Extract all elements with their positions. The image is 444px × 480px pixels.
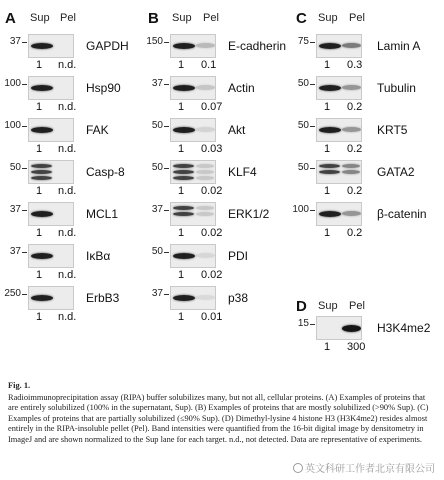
marker-tick bbox=[22, 210, 27, 211]
protein-label: ERK1/2 bbox=[228, 207, 270, 221]
blot-casp-8 bbox=[28, 160, 74, 184]
sup-value: 1 bbox=[324, 227, 331, 239]
sup-value: 1 bbox=[178, 185, 185, 197]
marker-tick bbox=[164, 126, 169, 127]
pel-band bbox=[196, 295, 215, 300]
caption-title: Fig. 1. bbox=[8, 381, 31, 390]
marker-tick bbox=[164, 210, 169, 211]
sup-band bbox=[31, 295, 53, 301]
pel-value: n.d. bbox=[58, 227, 77, 239]
sup-value: 1 bbox=[36, 311, 43, 323]
protein-label: MCL1 bbox=[86, 207, 119, 221]
sup-band bbox=[173, 127, 195, 133]
pel-band bbox=[196, 85, 215, 90]
lane-header-sup: Sup bbox=[318, 300, 338, 312]
lane-header-sup: Sup bbox=[172, 12, 192, 24]
panel-letter-a: A bbox=[5, 10, 16, 27]
sup-value: 1 bbox=[36, 227, 43, 239]
pel-band bbox=[196, 127, 215, 132]
marker-tick bbox=[164, 84, 169, 85]
pel-value: n.d. bbox=[58, 101, 77, 113]
lane-header-pel: Pel bbox=[349, 300, 365, 312]
sup-value: 1 bbox=[36, 101, 43, 113]
blot-p38 bbox=[170, 286, 216, 310]
lane-header-pel: Pel bbox=[349, 12, 365, 24]
sup-band bbox=[31, 164, 52, 168]
marker-weight: 50 bbox=[151, 162, 163, 173]
pel-value: n.d. bbox=[58, 143, 77, 155]
protein-label: Casp-8 bbox=[86, 165, 125, 179]
sup-band bbox=[173, 43, 195, 49]
protein-label: E-cadherin bbox=[228, 39, 287, 53]
marker-weight: 100 bbox=[292, 204, 309, 215]
marker-weight: 100 bbox=[4, 120, 21, 131]
marker-tick bbox=[22, 84, 27, 85]
marker-tick bbox=[310, 42, 315, 43]
panel-letter-b: B bbox=[148, 10, 159, 27]
marker-tick bbox=[22, 294, 27, 295]
protein-label: β-catenin bbox=[377, 207, 427, 221]
lane-header-sup: Sup bbox=[30, 12, 50, 24]
pel-band bbox=[196, 176, 214, 180]
sup-band bbox=[31, 176, 52, 180]
pel-band bbox=[342, 211, 361, 216]
marker-tick bbox=[310, 324, 315, 325]
sup-value: 1 bbox=[178, 311, 185, 323]
sup-band bbox=[173, 164, 194, 168]
blot-krt5 bbox=[316, 118, 362, 142]
sup-band bbox=[31, 43, 53, 49]
protein-label: KRT5 bbox=[377, 123, 408, 137]
sup-band bbox=[31, 253, 53, 259]
sup-value: 1 bbox=[324, 185, 331, 197]
pel-value: 0.07 bbox=[201, 101, 223, 113]
blot-fak bbox=[28, 118, 74, 142]
sup-value: 1 bbox=[36, 269, 43, 281]
marker-weight: 37 bbox=[9, 204, 21, 215]
marker-weight: 37 bbox=[9, 246, 21, 257]
marker-tick bbox=[22, 126, 27, 127]
figure-caption bbox=[8, 381, 436, 446]
marker-weight: 15 bbox=[297, 318, 309, 329]
lane-header-pel: Pel bbox=[60, 12, 76, 24]
pel-value: n.d. bbox=[58, 269, 77, 281]
pel-band bbox=[196, 206, 214, 210]
marker-tick bbox=[310, 126, 315, 127]
protein-label: H3K4me2 bbox=[377, 321, 431, 335]
pel-band bbox=[342, 127, 361, 132]
blot-gata2 bbox=[316, 160, 362, 184]
protein-label: GATA2 bbox=[377, 165, 415, 179]
marker-weight: 100 bbox=[4, 78, 21, 89]
marker-weight: 37 bbox=[151, 204, 163, 215]
pel-value: 300 bbox=[347, 341, 366, 353]
protein-label: Hsp90 bbox=[86, 81, 121, 95]
sup-band bbox=[319, 211, 341, 217]
sup-band bbox=[173, 176, 194, 180]
caption-text: Radioimmunoprecipitation assay (RIPA) buffer solubilizes many, but not all, cellular proteins. (A) Examples of proteins that are entirely solubilized (100% in the supernatant, Sup). (B) Examples of proteins that are mostly solubilized (>90% Sup). (C) Examples of proteins that are partially solubilized (≤90% Sup). (D) Dimethyl-lysine 4 histone H3 (H3K4me2) resides almost entirely in the RIPA-insoluble pellet (Pel). Band intensities were quantified from the 16-bit digital image by densitometry in ImageJ and are shown normalized to the Sup lane for each target. n.d., not detected. Data are representative of experiments. bbox=[8, 392, 429, 444]
sup-value: 1 bbox=[324, 143, 331, 155]
pel-band bbox=[342, 43, 361, 48]
sup-band bbox=[319, 164, 340, 168]
sup-value: 1 bbox=[178, 59, 185, 71]
marker-tick bbox=[310, 210, 315, 211]
blot--catenin bbox=[316, 202, 362, 226]
sup-value: 1 bbox=[36, 59, 43, 71]
blot-tubulin bbox=[316, 76, 362, 100]
pel-band bbox=[342, 325, 361, 332]
lane-header-sup: Sup bbox=[318, 12, 338, 24]
blot-e-cadherin bbox=[170, 34, 216, 58]
sup-band bbox=[31, 127, 53, 133]
protein-label: KLF4 bbox=[228, 165, 257, 179]
pel-value: n.d. bbox=[58, 311, 77, 323]
protein-label: FAK bbox=[86, 123, 109, 137]
sup-value: 1 bbox=[178, 227, 185, 239]
pel-band bbox=[196, 170, 214, 174]
marker-weight: 50 bbox=[297, 120, 309, 131]
wechat-icon bbox=[293, 463, 303, 473]
marker-weight: 50 bbox=[151, 120, 163, 131]
blot-hsp90 bbox=[28, 76, 74, 100]
pel-band bbox=[342, 164, 360, 168]
pel-value: 0.02 bbox=[201, 185, 223, 197]
blot-erbb3 bbox=[28, 286, 74, 310]
marker-weight: 75 bbox=[297, 36, 309, 47]
sup-value: 1 bbox=[36, 185, 43, 197]
blot-gapdh bbox=[28, 34, 74, 58]
pel-value: 0.3 bbox=[347, 59, 363, 71]
pel-value: 0.02 bbox=[201, 227, 223, 239]
sup-band bbox=[31, 211, 53, 217]
marker-weight: 150 bbox=[146, 36, 163, 47]
protein-label: Lamin A bbox=[377, 39, 421, 53]
panel-letter-d: D bbox=[296, 298, 307, 315]
lane-header-pel: Pel bbox=[203, 12, 219, 24]
protein-label: p38 bbox=[228, 291, 249, 305]
blot-h3k4me2 bbox=[316, 316, 362, 340]
blot-erk1-2 bbox=[170, 202, 216, 226]
blot-i-b- bbox=[28, 244, 74, 268]
pel-value: 0.2 bbox=[347, 101, 363, 113]
blot-mcl1 bbox=[28, 202, 74, 226]
sup-value: 1 bbox=[178, 101, 185, 113]
sup-band bbox=[173, 206, 194, 210]
marker-weight: 50 bbox=[297, 78, 309, 89]
marker-weight: 50 bbox=[9, 162, 21, 173]
sup-band bbox=[319, 43, 341, 49]
marker-tick bbox=[310, 84, 315, 85]
marker-tick bbox=[22, 42, 27, 43]
blot-actin bbox=[170, 76, 216, 100]
pel-band bbox=[196, 164, 214, 168]
sup-band bbox=[173, 212, 194, 216]
sup-band bbox=[31, 85, 53, 91]
pel-value: 0.2 bbox=[347, 143, 363, 155]
marker-tick bbox=[164, 168, 169, 169]
blot-klf4 bbox=[170, 160, 216, 184]
pel-band bbox=[342, 85, 361, 90]
marker-tick bbox=[164, 252, 169, 253]
marker-weight: 37 bbox=[151, 288, 163, 299]
sup-value: 1 bbox=[324, 101, 331, 113]
pel-value: 0.03 bbox=[201, 143, 223, 155]
pel-band bbox=[342, 170, 360, 174]
pel-value: 0.2 bbox=[347, 185, 363, 197]
pel-band bbox=[196, 43, 215, 48]
sup-band bbox=[173, 170, 194, 174]
pel-value: 0.02 bbox=[201, 269, 223, 281]
marker-weight: 50 bbox=[151, 246, 163, 257]
marker-tick bbox=[22, 168, 27, 169]
marker-tick bbox=[22, 252, 27, 253]
protein-label: Actin bbox=[228, 81, 255, 95]
sup-band bbox=[31, 170, 52, 174]
sup-band bbox=[319, 85, 341, 91]
sup-value: 1 bbox=[36, 143, 43, 155]
pel-value: n.d. bbox=[58, 185, 77, 197]
marker-weight: 250 bbox=[4, 288, 21, 299]
protein-label: GAPDH bbox=[86, 39, 129, 53]
sup-value: 1 bbox=[178, 143, 185, 155]
protein-label: IκBα bbox=[86, 249, 111, 263]
protein-label: PDI bbox=[228, 249, 249, 263]
panel-letter-c: C bbox=[296, 10, 307, 27]
protein-label: ErbB3 bbox=[86, 291, 120, 305]
pel-value: 0.1 bbox=[201, 59, 217, 71]
sup-band bbox=[173, 295, 195, 301]
sup-band bbox=[319, 127, 341, 133]
sup-band bbox=[319, 170, 340, 174]
marker-weight: 37 bbox=[9, 36, 21, 47]
blot-lamin-a bbox=[316, 34, 362, 58]
marker-weight: 37 bbox=[151, 78, 163, 89]
sup-value: 1 bbox=[178, 269, 185, 281]
blot-akt bbox=[170, 118, 216, 142]
watermark bbox=[290, 459, 438, 476]
pel-value: 0.2 bbox=[347, 227, 363, 239]
pel-value: 0.01 bbox=[201, 311, 223, 323]
marker-weight: 50 bbox=[297, 162, 309, 173]
watermark-text: 英文科研工作者北京有限公司 bbox=[305, 464, 435, 475]
marker-tick bbox=[310, 168, 315, 169]
protein-label: Tubulin bbox=[377, 81, 416, 95]
sup-value: 1 bbox=[324, 341, 331, 353]
blot-pdi bbox=[170, 244, 216, 268]
pel-band bbox=[196, 212, 214, 216]
sup-value: 1 bbox=[324, 59, 331, 71]
pel-value: n.d. bbox=[58, 59, 77, 71]
marker-tick bbox=[164, 294, 169, 295]
sup-band bbox=[173, 253, 195, 259]
protein-label: Akt bbox=[228, 123, 246, 137]
pel-band bbox=[196, 253, 215, 258]
sup-band bbox=[173, 85, 195, 91]
marker-tick bbox=[164, 42, 169, 43]
